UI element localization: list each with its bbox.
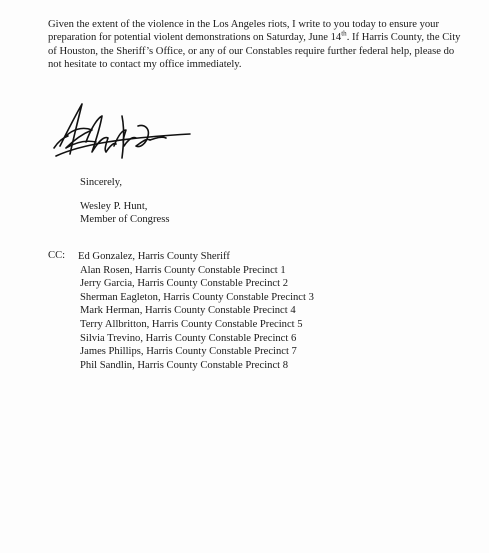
letter-body-text-start: Given the extent of the violence in the Los Angeles riots, I write to you today to ensure your preparation for potential violent demonstrations on Saturday, June 14	[48, 19, 439, 44]
handwritten-signature	[52, 96, 192, 168]
cc-label: CC:	[48, 250, 66, 261]
signer-title: Member of Congress	[80, 214, 170, 225]
cc-recipient: Silvia Trevino, Harris County Constable Precinct 6	[80, 332, 297, 344]
cc-recipient: Alan Rosen, Harris County Constable Precinct 1	[80, 264, 286, 276]
cc-recipient-list	[78, 250, 314, 372]
cc-recipient: Ed Gonzalez, Harris County Sheriff	[78, 251, 230, 262]
cc-recipient: Terry Allbritton, Harris County Constable Precinct 5	[80, 318, 303, 330]
letter-body-text-end: . If Harris County, the City of Houston, the Sheriff’s Office, or any of our Constables require further federal help, please do not hesitate to contact my office immediately.	[48, 32, 461, 71]
cc-recipient: James Phillips, Harris County Constable Precinct 7	[80, 346, 297, 358]
cc-recipient: Jerry Garcia, Harris County Constable Precinct 2	[80, 278, 288, 290]
cc-recipient: Phil Sandlin, Harris County Constable Precinct 8	[80, 359, 289, 371]
date-ordinal-suffix: th	[341, 29, 347, 38]
cc-recipient: Mark Herman, Harris County Constable Precinct 4	[80, 305, 296, 317]
letter-body-paragraph	[48, 18, 468, 72]
signer-name: Wesley P. Hunt,	[80, 201, 148, 212]
closing-salutation: Sincerely,	[80, 177, 122, 188]
cc-recipient: Sherman Eagleton, Harris County Constable Precinct 3	[80, 291, 314, 303]
